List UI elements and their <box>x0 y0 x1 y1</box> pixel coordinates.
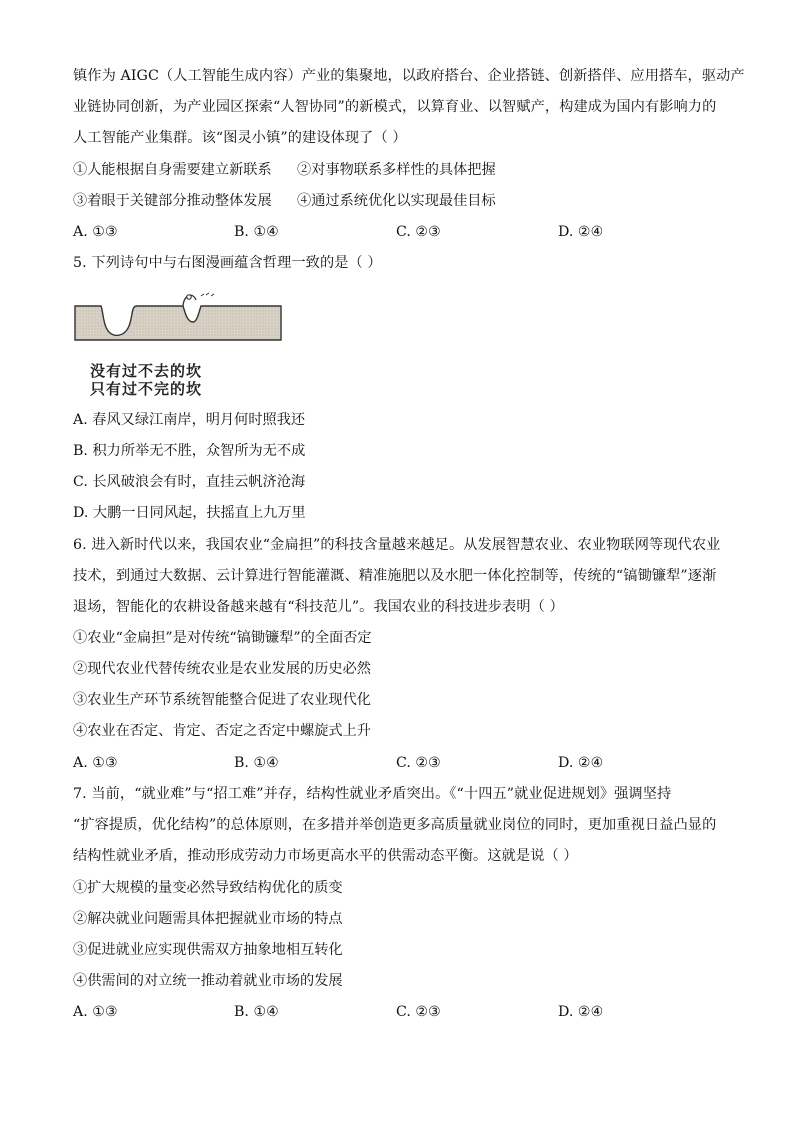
q4-stem-line-1: 镇作为 AIGC（人工智能生成内容）产业的集聚地，以政府搭台、企业搭链、创新搭伴、应用搭车，驱动产 <box>73 68 745 84</box>
q6-option-d: D. ②④ <box>558 755 604 771</box>
q7-stem-line-2: “扩容提质，优化结构”的总体原则，在多措并举创造更多高质量就业岗位的同时，更加重视日益凸显的 <box>73 817 717 833</box>
q6-option-a: A. ①③ <box>73 755 118 771</box>
q6-stem-line-3: 退场，智能化的农耕设备越来越有“科技范儿”。我国农业的科技进步表明（ ） <box>73 599 564 615</box>
q7-statement-2: ②解决就业问题需具体把握就业市场的特点 <box>73 911 343 927</box>
q6-statement-3: ③农业生产环节系统智能整合促进了农业现代化 <box>73 692 371 708</box>
q6-option-c: C. ②③ <box>396 755 441 771</box>
q7-option-c: C. ②③ <box>396 1004 441 1020</box>
q4-option-a: A. ①③ <box>73 224 118 240</box>
q4-option-b: B. ①④ <box>234 224 279 240</box>
ground-terrain <box>75 306 281 340</box>
q4-option-c: C. ②③ <box>396 224 441 240</box>
cartoon-caption-2: 只有过不完的坎 <box>90 380 203 398</box>
q4-statement-1: ①人能根据自身需要建立新联系 <box>73 162 272 178</box>
q6-statement-2: ②现代农业代替传统农业是农业发展的历史必然 <box>73 661 371 677</box>
q7-statement-3: ③促进就业应实现供需双方抽象地相互转化 <box>73 942 343 958</box>
q7-option-a: A. ①③ <box>73 1004 118 1020</box>
q7-option-b: B. ①④ <box>234 1004 279 1020</box>
q6-statement-1: ①农业“金扁担”是对传统“镐锄镰犁”的全面否定 <box>73 630 372 646</box>
q7-stem-line-3: 结构性就业矛盾，推动形成劳动力市场更高水平的供需动态平衡。这就是说（ ） <box>73 848 578 864</box>
q6-statement-4: ④农业在否定、肯定、否定之否定中螺旋式上升 <box>73 723 371 739</box>
q4-stem-line-3: 人工智能产业集群。该“图灵小镇”的建设体现了（ ） <box>73 130 407 146</box>
q5-option-c: C. 长风破浪会有时，直挂云帆济沧海 <box>73 474 306 490</box>
q4-stem-line-2: 业链协同创新，为产业园区探索“人智协同”的新模式，以算育业、以智赋产，构建成为国内有影响力的 <box>73 99 717 115</box>
q7-stem-line-1: 7. 当前，“就业难”与“招工难”并存，结构性就业矛盾突出。《“十四五”就业促进规划》强调坚持 <box>73 786 672 802</box>
q6-stem-line-2: 技术，到通过大数据、云计算进行智能灌溉、精准施肥以及水肥一体化控制等，传统的“镐锄镰犁”逐渐 <box>73 568 717 584</box>
q4-statement-2: ②对事物联系多样性的具体把握 <box>297 162 496 178</box>
motion-marks <box>201 293 214 296</box>
q5-option-d: D. 大鹏一日同风起，扶摇直上九万里 <box>73 505 306 521</box>
q7-statement-4: ④供需间的对立统一推动着就业市场的发展 <box>73 973 343 989</box>
q7-option-d: D. ②④ <box>558 1004 604 1020</box>
q5-option-b: B. 积力所举无不胜，众智所为无不成 <box>73 443 306 459</box>
q4-statement-4: ④通过系统优化以实现最佳目标 <box>297 193 496 209</box>
q6-stem-line-1: 6. 进入新时代以来，我国农业“金扁担”的科技含量越来越足。从发展智慧农业、农业物联网等现代农业 <box>73 537 721 553</box>
q6-option-b: B. ①④ <box>234 755 279 771</box>
cartoon-caption-1: 没有过不去的坎 <box>90 362 203 380</box>
q7-statement-1: ①扩大规模的量变必然导致结构优化的质变 <box>73 880 343 896</box>
q5-stem: 5. 下列诗句中与右图漫画蕴含哲理一致的是（ ） <box>73 255 382 271</box>
q4-statement-3: ③着眼于关键部分推动整体发展 <box>73 193 272 209</box>
q5-option-a: A. 春风又绿江南岸，明月何时照我还 <box>73 412 306 428</box>
q4-option-d: D. ②④ <box>558 224 604 240</box>
